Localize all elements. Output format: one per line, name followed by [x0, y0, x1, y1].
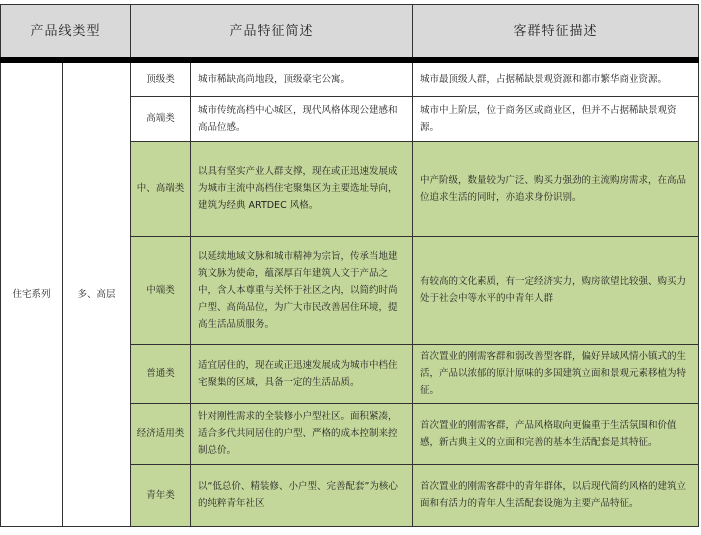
- type-cell: 经济适用类: [131, 403, 191, 464]
- customer-cell: 中产阶级，数量较为广泛、购买力强劲的主流购房需求，在高品位追求生活的同时，亦追求身份识别。: [413, 141, 699, 236]
- header-row: [1, 5, 699, 61]
- product-cell: 城市稀缺高尚地段，顶级豪宅公寓。: [191, 60, 413, 96]
- type-cell: 普通类: [131, 344, 191, 403]
- type-cell: 中、高端类: [131, 141, 191, 236]
- product-cell: 以延续地域文脉和城市精神为宗旨，传承当地建筑文脉为使命，蕴深厚百年建筑人文于产品之中，含人本尊重与关怀于社区之内，以简约时尚户型、高尚品位，为广大市民改善居住环境，提高生活品质服务。: [191, 236, 413, 344]
- type-cell: 青年类: [131, 464, 191, 526]
- header-product-features: 产品特征简述: [131, 5, 413, 61]
- customer-cell: 城市中上阶层，位于商务区或商业区，但并不占据稀缺景观资源。: [413, 96, 699, 141]
- subtype-cell: 多、高层: [63, 60, 131, 526]
- customer-cell: 首次置业的刚需客群，产品风格取向更偏重于生活氛围和价值感，新古典主义的立面和完善的基本生活配套是其特征。: [413, 403, 699, 464]
- series-cell: 住宅系列: [1, 60, 63, 526]
- product-cell: 以具有坚实产业人群支撑，现在或正迅速发展成为城市主流中高档住宅聚集区为主要选址导向，建筑为经典 ARTDEC 风格。: [191, 141, 413, 236]
- table-row: [1, 60, 699, 96]
- customer-cell: 城市最顶级人群，占据稀缺景观资源和都市繁华商业资源。: [413, 60, 699, 96]
- customer-cell: 首次置业的刚需客群和弱改善型客群，偏好异域风情小镇式的生活，产品以浓郁的原汁原味的多国建筑立面和景观元素移植为特征。: [413, 344, 699, 403]
- header-product-line-type: 产品线类型: [1, 5, 131, 61]
- customer-cell: 首次置业的刚需客群中的青年群体，以后现代简约风格的建筑立面和有活力的青年人生活配套设施为主要产品特征。: [413, 464, 699, 526]
- customer-cell: 有较高的文化素质，有一定经济实力，购房欲望比较强、购买力处于社会中等水平的中青年人群: [413, 236, 699, 344]
- type-cell: 顶级类: [131, 60, 191, 96]
- product-cell: 适宜居住的，现在或正迅速发展成为城市中档住宅聚集的区域，具备一定的生活品质。: [191, 344, 413, 403]
- header-customer-features: 客群特征描述: [413, 5, 699, 61]
- type-cell: 中端类: [131, 236, 191, 344]
- type-cell: 高端类: [131, 96, 191, 141]
- product-cell: 针对刚性需求的全装修小户型社区。面积紧凑，适合多代共同居住的户型、严格的成本控制来控制总价。: [191, 403, 413, 464]
- product-cell: 城市传统高档中心城区，现代风格体现公建感和高品位感。: [191, 96, 413, 141]
- product-cell: 以“低总价、精装修、小户型、完善配套”为核心的纯粹青年社区: [191, 464, 413, 526]
- product-line-table: [0, 4, 699, 527]
